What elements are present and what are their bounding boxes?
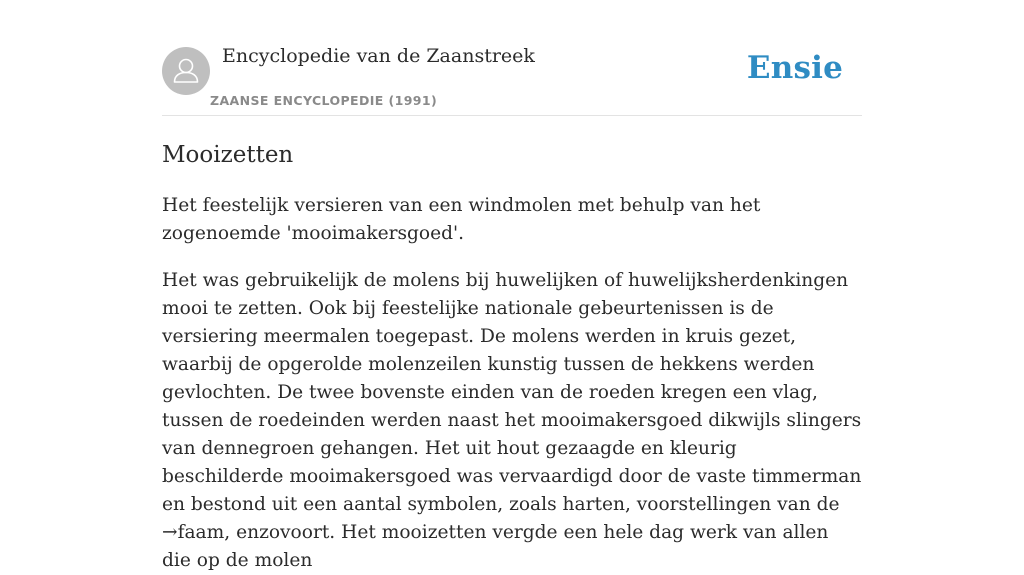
paragraph-2-text-before: Het was gebruikelijk de molens bij huwelijken of huwelijksherdenkingen mooi te zetten. Ook bij feestelijke nationale gebeurtenissen is de versiering meermalen toegepast. De molens werden in kruis gezet, waarbij de opgerolde molenzeilen kunstig tussen de hekkens werden gevlochten. De twee bovenste einden van de roeden kregen een vlag, tussen de roedeinden werden naast het mooimakersgoed dikwijls slingers van dennegroen gehangen. Het uit hout gezaagde en kleurig beschilderde mooimakersgoed was vervaardigd door de vaste timmerman en bestond uit een aantal symbolen, zoals harten, voorstellingen van de — [162, 270, 862, 515]
source-subtitle: ZAANSE ENCYCLOPEDIE (1991) — [210, 93, 438, 108]
brand-logo-link[interactable]: Ensie — [746, 50, 843, 86]
user-icon — [162, 47, 210, 95]
article-title: Mooizetten — [162, 142, 294, 168]
source-avatar[interactable] — [162, 47, 210, 95]
faam-crossref-link[interactable]: →faam — [162, 522, 225, 543]
source-title-link[interactable]: Encyclopedie van de Zaanstreek — [222, 45, 535, 67]
source-header — [162, 0, 862, 116]
content-column — [162, 0, 862, 575]
paragraph-2-text-after: , enzovoort. Het mooizetten vergde een hele dag werk van allen die op de molen — [162, 522, 829, 571]
article-paragraph-2 — [162, 267, 862, 575]
article-paragraph-1: Het feestelijk versieren van een windmolen met behulp van het zogenoemde 'mooimakersgoed'. — [162, 195, 761, 244]
